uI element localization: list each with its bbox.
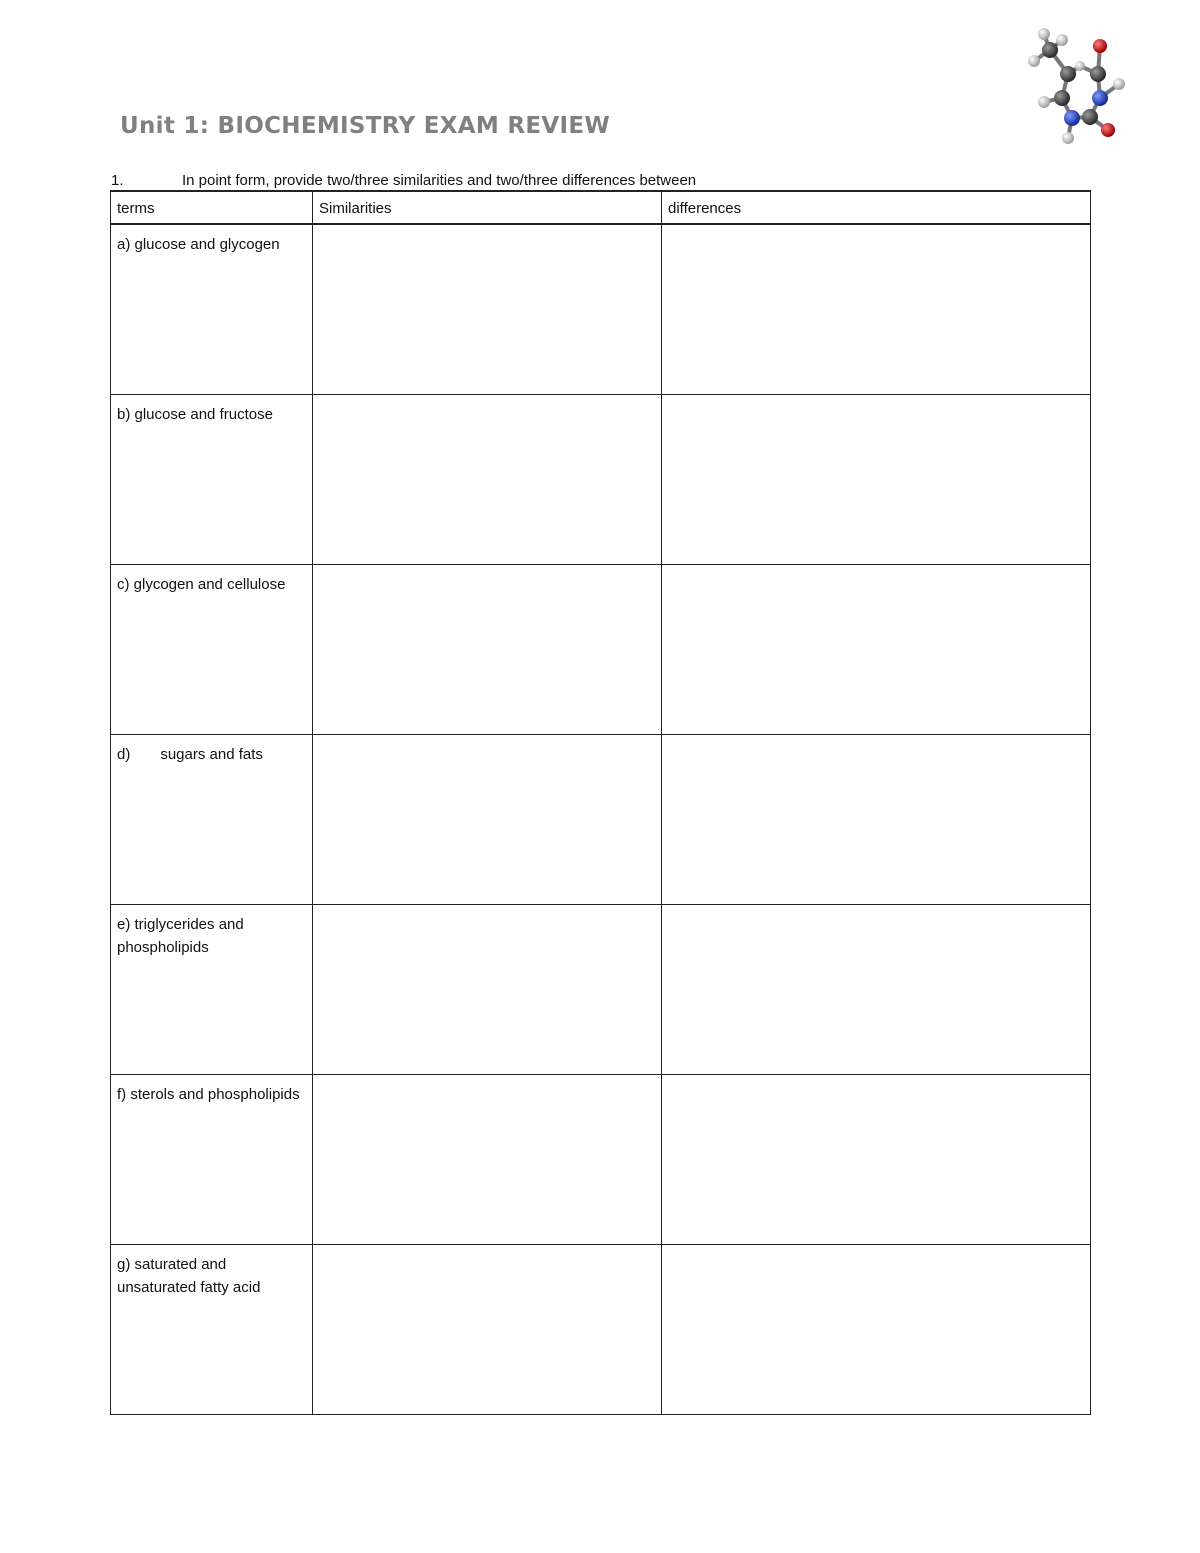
term-label: sugars and fats (160, 745, 263, 763)
term-cell: g) saturated and unsaturated fatty acid (111, 1244, 313, 1414)
differences-cell[interactable] (662, 224, 1091, 394)
column-header-differences: differences (662, 191, 1091, 224)
term-cell: c) glycogen and cellulose (111, 564, 313, 734)
table-header-row (111, 191, 1091, 224)
differences-cell[interactable] (662, 1244, 1091, 1414)
similarities-cell[interactable] (313, 1244, 662, 1414)
similarities-cell[interactable] (313, 904, 662, 1074)
term-cell: b) glucose and fructose (111, 394, 313, 564)
table-row (111, 394, 1091, 564)
table-row (111, 734, 1091, 904)
table-row (111, 1074, 1091, 1244)
comparison-table (110, 190, 1091, 1415)
column-header-similarities: Similarities (313, 191, 662, 224)
similarities-cell[interactable] (313, 564, 662, 734)
question-number: 1. (111, 172, 124, 189)
question-text: In point form, provide two/three similarities and two/three differences between (182, 172, 697, 189)
differences-cell[interactable] (662, 394, 1091, 564)
thymine-molecule-icon (1024, 26, 1136, 148)
similarities-cell[interactable] (313, 734, 662, 904)
table-row (111, 564, 1091, 734)
table-row (111, 904, 1091, 1074)
similarities-cell[interactable] (313, 224, 662, 394)
differences-cell[interactable] (662, 564, 1091, 734)
term-cell: e) triglycerides and phospholipids (111, 904, 313, 1074)
table-row (111, 224, 1091, 394)
differences-cell[interactable] (662, 1074, 1091, 1244)
table-row (111, 1244, 1091, 1414)
term-prefix: d) (117, 745, 131, 763)
similarities-cell[interactable] (313, 394, 662, 564)
differences-cell[interactable] (662, 904, 1091, 1074)
term-cell (111, 734, 313, 904)
question-1 (111, 172, 696, 189)
differences-cell[interactable] (662, 734, 1091, 904)
column-header-terms: terms (111, 191, 313, 224)
term-cell: a) glucose and glycogen (111, 224, 313, 394)
term-cell: f) sterols and phospholipids (111, 1074, 313, 1244)
similarities-cell[interactable] (313, 1074, 662, 1244)
page-title: Unit 1: BIOCHEMISTRY EXAM REVIEW (120, 113, 611, 139)
